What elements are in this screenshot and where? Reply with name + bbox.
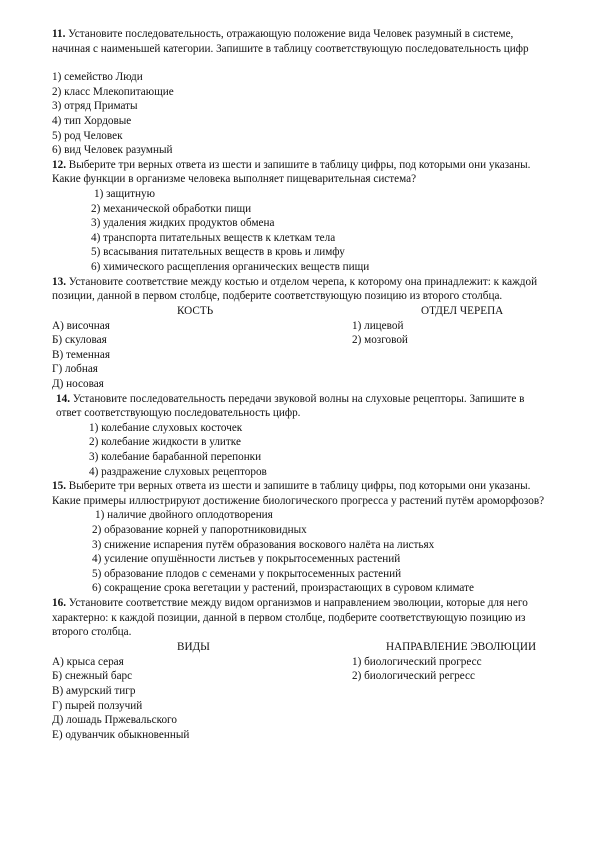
question-text: Выберите три верных ответа из шести и запишите в таблицу цифры, под которыми они указаны. Какие функции в организме человека выполняет пищеварительная система? (52, 158, 531, 186)
match-item: А) крыса серая (52, 655, 124, 668)
question-number: 12. (52, 158, 66, 171)
option: 2) механической обработки пищи (91, 202, 252, 215)
question-15 (52, 479, 552, 596)
options-list (52, 70, 552, 158)
option: 5) всасывания питательных веществ в кровь и лимфу (91, 246, 345, 259)
question-16 (52, 596, 552, 742)
left-column-header: КОСТЬ (177, 304, 214, 317)
matching-table (52, 304, 552, 392)
match-item: Е) одуванчик обыкновенный (52, 728, 190, 741)
left-column-header: ВИДЫ (177, 640, 210, 653)
right-column (352, 655, 552, 743)
match-item: Г) пырей ползучий (52, 699, 143, 712)
options-list (52, 187, 552, 275)
option: 6) сокращение срока вегетации у растений, произрастающих в суровом климате (92, 582, 474, 595)
option: 6) химического расщепления органических веществ пищи (91, 260, 370, 273)
right-column (352, 319, 552, 392)
option: 4) тип Хордовые (52, 114, 132, 127)
match-option: 1) лицевой (352, 319, 404, 332)
question-number: 15. (52, 480, 66, 493)
option: 3) снижение испарения путём образования воскового налёта на листьях (92, 538, 435, 551)
option: 1) семейство Люди (52, 71, 143, 84)
question-12 (52, 158, 552, 275)
worksheet-page (52, 27, 552, 742)
option: 4) усиление опушённости листьев у покрытосеменных растений (92, 553, 401, 566)
option: 2) образование корней у папоротниковидных (92, 524, 307, 536)
left-column (52, 655, 352, 743)
match-item: В) амурский тигр (52, 684, 136, 697)
question-text: Установите последовательность передачи звуковой волны на слуховые рецепторы. Запишите в ответ соответствующую последовательность цифр. (56, 392, 525, 420)
option: 4) раздражение слуховых рецепторов (89, 465, 267, 478)
match-item: Д) лошадь Пржевальского (52, 714, 177, 727)
options-list (52, 421, 552, 479)
question-number: 13. (52, 275, 66, 288)
option: 5) образование плодов с семенами у покрытосеменных растений (92, 567, 402, 580)
options-list (52, 508, 552, 596)
option: 5) род Человек (52, 129, 123, 142)
option: 3) удаления жидких продуктов обмена (91, 217, 275, 230)
right-column-header: НАПРАВЛЕНИЕ ЭВОЛЮЦИИ (386, 640, 537, 653)
question-number: 11. (52, 28, 66, 40)
option: 1) наличие двойного оплодотворения (95, 509, 273, 522)
question-14 (52, 392, 552, 480)
match-option: 1) биологический прогресс (352, 655, 482, 668)
match-item: А) височная (52, 319, 110, 332)
match-item: В) теменная (52, 348, 110, 361)
question-number: 16. (52, 596, 66, 609)
question-text: Установите соответствие между костью и отделом черепа, к которому она принадлежит: к каждой позиции, данной в первом столбце, подберите соответствующую позицию из второго столбца. (52, 275, 538, 303)
question-text: Выберите три верных ответа из шести и запишите в таблицу цифры, под которыми они указаны. Какие примеры иллюстрируют достижение биологического прогресса у растений путём ароморфозов? (52, 480, 545, 507)
matching-table (52, 640, 552, 743)
option: 1) защитную (94, 187, 155, 200)
option: 3) отряд Приматы (52, 100, 138, 113)
match-item: Б) снежный барс (52, 670, 133, 683)
option: 3) колебание барабанной перепонки (89, 451, 262, 464)
question-text: Установите соответствие между видом организмов и направлением эволюции, которые для него характерно: к каждой позиции, данной в первом столбце, подберите соответствующую позицию из второго столбца. (52, 596, 528, 639)
right-column-header: ОТДЕЛ ЧЕРЕПА (421, 304, 504, 317)
option: 6) вид Человек разумный (52, 144, 173, 157)
option: 2) колебание жидкости в улитке (89, 436, 241, 449)
match-option: 2) мозговой (352, 334, 408, 347)
option: 1) колебание слуховых косточек (89, 421, 243, 434)
option: 4) транспорта питательных веществ к клеткам тела (91, 231, 336, 244)
match-item: Г) лобная (52, 363, 98, 376)
question-13 (52, 275, 552, 392)
left-column (52, 319, 352, 392)
match-option: 2) биологический регресс (352, 670, 475, 683)
question-11 (52, 27, 552, 158)
question-text: Установите последовательность, отражающую положение вида Человек разумный в системе, начиная с наименьшей категории. Запишите в таблицу соответствующую последовательность цифр (52, 28, 529, 55)
match-item: Б) скуловая (52, 334, 107, 347)
question-number: 14. (56, 392, 70, 405)
match-item: Д) носовая (52, 378, 104, 391)
option: 2) класс Млекопитающие (52, 85, 174, 98)
